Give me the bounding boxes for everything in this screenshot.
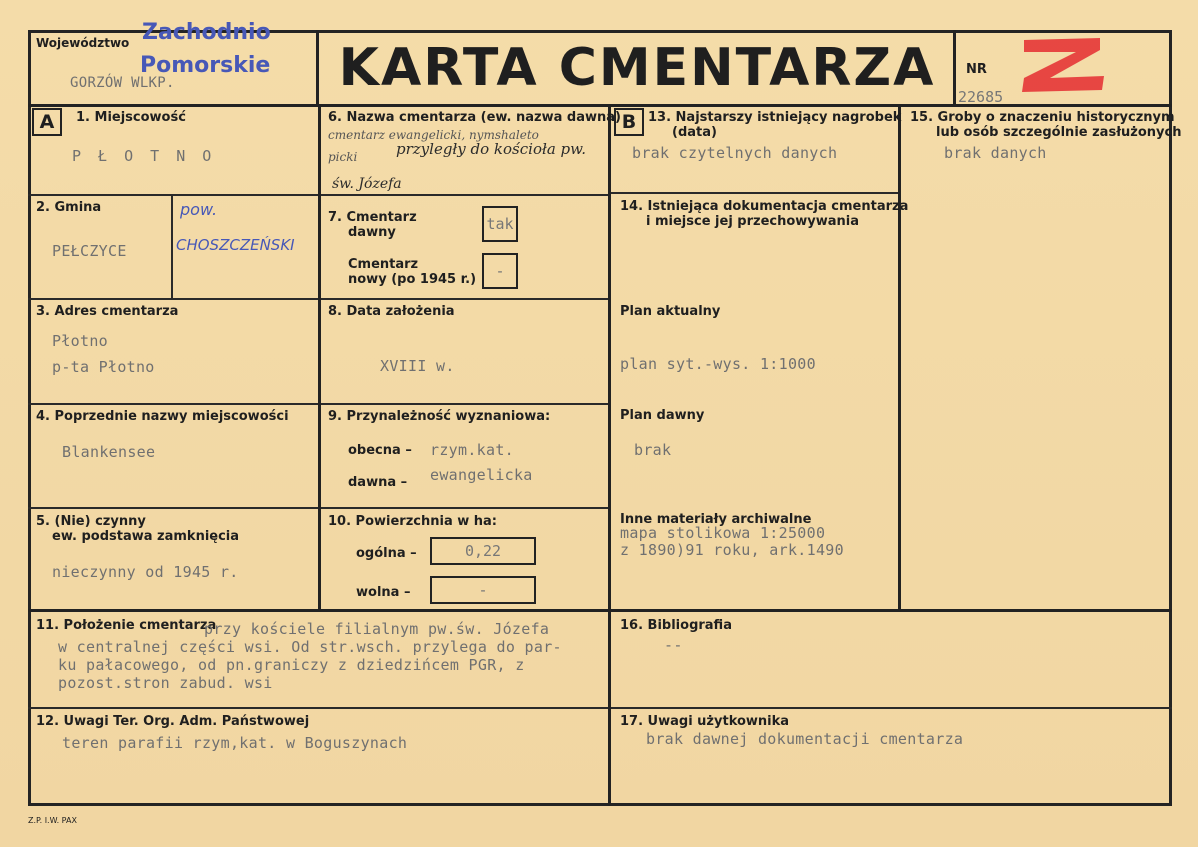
wolna-box: - [430, 576, 536, 604]
inne-materialy-line2: z 1890)91 roku, ark.1490 [620, 541, 844, 559]
dokumentacja-label-line1: 14. Istniejąca dokumentacja cmentarza [620, 199, 909, 214]
nazwa-hand-line4: św. Józefa [332, 176, 402, 192]
cmentarz-dawny-box: tak [482, 206, 518, 242]
bibliografia-value: -- [664, 636, 683, 654]
gmina-inner-divider [171, 194, 173, 298]
plan-aktualny-value: plan syt.-wys. 1:1000 [620, 355, 816, 373]
uwagi-uzytkownika-label: 17. Uwagi użytkownika [620, 714, 790, 729]
wojewodztwo-typed: GORZÓW WLKP. [70, 75, 175, 91]
nazwa-hand-line2: picki [328, 150, 358, 164]
nagrobek-value: brak czytelnych danych [632, 144, 838, 162]
obecna-label: obecna – [348, 443, 412, 458]
page-title: KARTA CMENTARZA [338, 38, 936, 98]
inne-materialy-label: Inne materiały archiwalne [620, 512, 812, 527]
pow-label: pow. [180, 200, 218, 219]
uwagi-ter-label: 12. Uwagi Ter. Org. Adm. Państwowej [36, 714, 310, 729]
cmentarz-nowy-label-line1: Cmentarz [348, 257, 419, 272]
miejscowosc-label: 1. Miejscowość [76, 110, 186, 125]
nazwa-cmentarza-label: 6. Nazwa cmentarza (ew. nazwa dawna) [328, 110, 621, 125]
plan-dawny-label: Plan dawny [620, 408, 705, 423]
polozenie-line1: przy kościele filialnym pw.św. Józefa [204, 620, 550, 638]
wojewodztwo-stamp-line1: Zachodnio [142, 20, 271, 45]
polozenie-label: 11. Położenie cmentarza [36, 618, 217, 633]
cmentarz-dawny-label-line2: dawny [348, 225, 396, 240]
groby-label-line1: 15. Groby o znaczeniu historycznym [910, 110, 1175, 125]
dokumentacja-label-line2: i miejsce jej przechowywania [646, 214, 860, 229]
adres-label: 3. Adres cmentarza [36, 304, 179, 319]
groby-label-line2: lub osób szczególnie zasłużonych [936, 125, 1182, 140]
obecna-value: rzym.kat. [430, 441, 514, 459]
bibliografia-label: 16. Bibliografia [620, 618, 732, 633]
powierzchnia-label: 10. Powierzchnia w ha: [328, 514, 498, 529]
b-row-line [610, 192, 900, 194]
dawna-value: ewangelicka [430, 466, 533, 484]
wolna-label: wolna – [356, 585, 411, 600]
col-line-2 [608, 106, 611, 806]
lower-row-line [28, 707, 1172, 709]
bottom-section-line [28, 609, 1172, 612]
red-z-mark-icon [1016, 30, 1108, 94]
col-line-1 [318, 106, 321, 610]
nazwa-hand-line3: przyległy do kościoła pw. [396, 140, 586, 158]
przynaleznosc-label: 9. Przynależność wyznaniowa: [328, 409, 551, 424]
nagrobek-label-line2: (data) [672, 125, 717, 140]
adres-line1: Płotno [52, 332, 108, 350]
miejscowosc-value: P Ł O T N O [72, 147, 216, 165]
cmentarz-dawny-label-line1: 7. Cmentarz [328, 210, 417, 225]
pow-value: CHOSZCZEŃSKI [176, 236, 295, 254]
polozenie-line3: ku pałacowego, od pn.graniczy z dziedzińcem PGR, z [58, 656, 525, 674]
nagrobek-label-line1: 13. Najstarszy istniejący nagrobek [648, 110, 902, 125]
data-zalozenia-value: XVIII w. [380, 357, 455, 375]
printer-footer: Z.P. I.W. PAX [28, 816, 77, 825]
uwagi-uzytkownika-value: brak dawnej dokumentacji cmentarza [646, 730, 964, 748]
ogolna-label: ogólna – [356, 546, 417, 561]
wojewodztwo-label: Województwo [36, 36, 130, 50]
poprzednie-nazwy-label: 4. Poprzednie nazwy miejscowości [36, 409, 289, 424]
polozenie-line4: pozost.stron zabud. wsi [58, 674, 273, 692]
gmina-label: 2. Gmina [36, 200, 102, 215]
uwagi-ter-value: teren parafii rzym,kat. w Boguszynach [62, 734, 408, 752]
inne-materialy-line1: mapa stolikowa 1:25000 [620, 524, 826, 542]
polozenie-line2: w centralnej części wsi. Od str.wsch. przylega do par- [58, 638, 562, 656]
plan-aktualny-label: Plan aktualny [620, 304, 721, 319]
cmentarz-nowy-box: - [482, 253, 518, 289]
czynny-value: nieczynny od 1945 r. [52, 563, 239, 581]
section-a-badge: A [32, 108, 62, 136]
wojewodztwo-stamp-line2: Pomorskie [140, 53, 271, 78]
dawna-label: dawna – [348, 475, 408, 490]
data-zalozenia-label: 8. Data założenia [328, 304, 455, 319]
ogolna-box: 0,22 [430, 537, 536, 565]
groby-value: brak danych [944, 144, 1047, 162]
cmentarz-nowy-label-line2: nowy (po 1945 r.) [348, 272, 477, 287]
czynny-label-line1: 5. (Nie) czynny [36, 514, 146, 529]
nazwa-hand-line1: cmentarz ewangelicki, nymshaleto [328, 128, 539, 142]
col-line-3 [898, 106, 901, 610]
nr-number: 22685 [958, 88, 1004, 106]
czynny-label-line2: ew. podstawa zamknięcia [52, 529, 240, 544]
poprzednie-nazwy-value: Blankensee [62, 443, 156, 461]
adres-line2: p-ta Płotno [52, 358, 155, 376]
nr-label: NR [966, 62, 987, 77]
plan-dawny-value: brak [634, 441, 672, 459]
section-b-badge: B [614, 108, 644, 136]
gmina-value: PEŁCZYCE [52, 242, 127, 260]
